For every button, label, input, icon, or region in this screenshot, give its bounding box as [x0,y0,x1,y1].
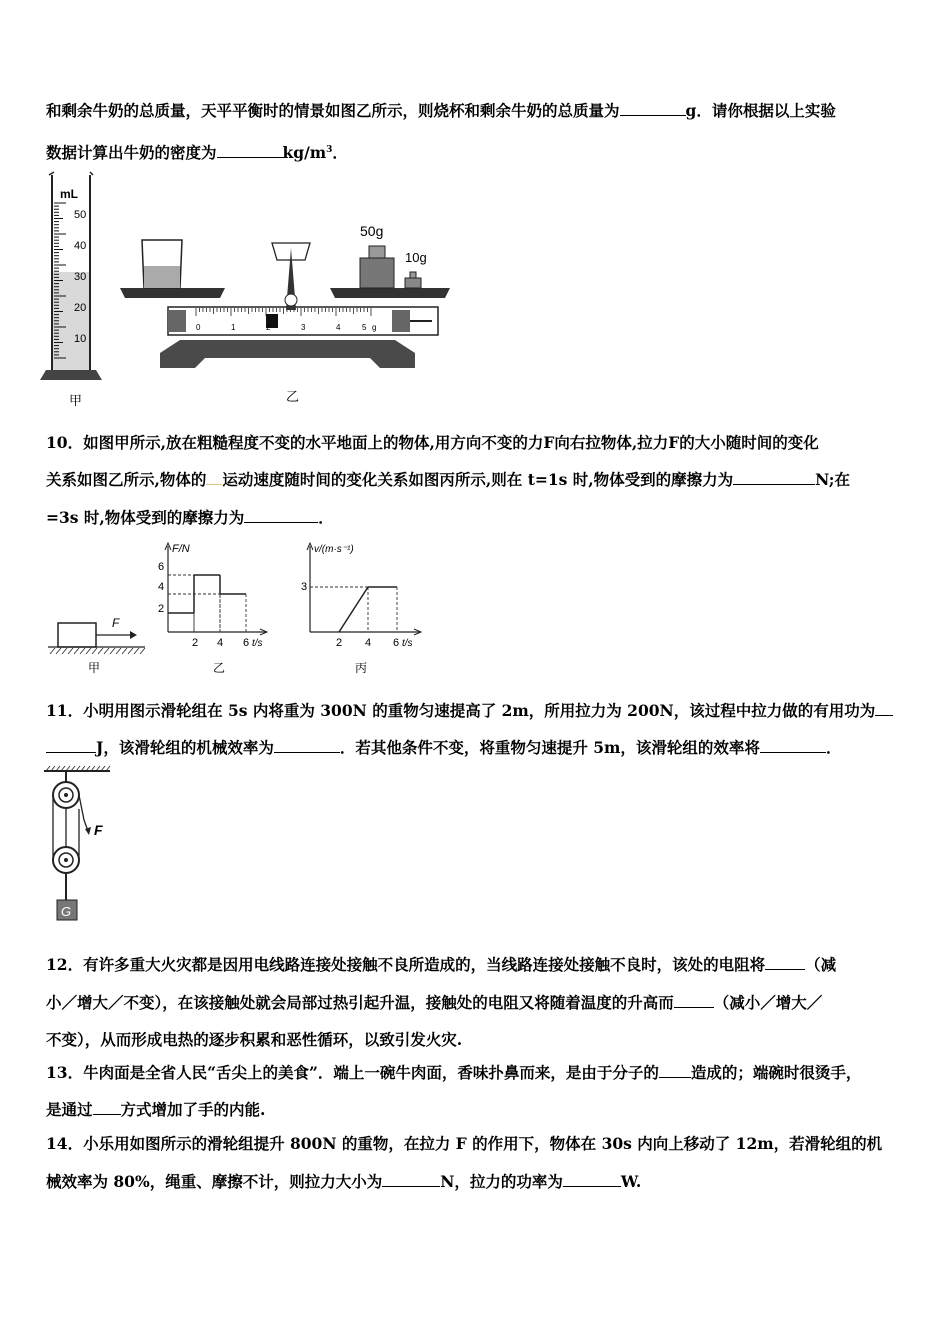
cylinder-unit-label: mL [60,187,78,201]
q10-line-2 [46,470,850,490]
yi-x-tick: 2 [192,637,199,649]
ground-hatch [110,648,115,654]
q12-text-b: （减 [805,955,837,974]
block [58,623,96,647]
fixed-pulley-axle [64,793,68,797]
q12-line-3: 不变），从而形成电热的逐步积累和恶性循环，以致引发火灾. [46,1030,463,1049]
weight-10g-knob [410,272,416,278]
answer-blank-efficiency-change[interactable] [760,738,826,753]
ground-hatch [92,648,97,654]
intro-line-1 [46,101,836,121]
answer-blank-friction-1s[interactable] [733,470,815,485]
ruler-label: 4 [336,323,341,332]
q10-text-end: ． [318,508,334,527]
weight-10g [405,278,421,288]
balance-pivot [285,294,297,306]
block-on-ground [48,616,145,654]
ground-hatch [98,648,103,654]
q11-text-a: 11．小明用图示滑轮组在 5s 内将重为 300N 的重物匀速提高了 2m，所用拉力为 200N，该过程中拉力做的有用功为 [46,701,876,720]
yi-y-tick: 4 [158,581,165,593]
q10-line-3 [46,508,334,528]
caption-yi-fig10: 乙 [213,661,226,675]
faded-mark [206,472,222,485]
q12-line-1 [46,955,836,975]
ground-hatch [116,648,121,654]
ground-hatch [140,648,145,654]
ruler-label: 0 [196,323,201,332]
ground-hatch [128,648,133,654]
yi-x-label: t/s [252,638,263,649]
q14-text-c: W. [620,1172,642,1191]
answer-blank-friction-3s[interactable] [244,508,318,523]
chart-force-time [158,543,267,649]
cylinder-tick-label: 20 [74,302,87,314]
ground-hatch [62,648,67,654]
force-arrowhead-q11 [85,827,91,835]
q12-text-a: 12．有许多重大火灾都是因用电线路连接处接触不良所造成的，当线路连接处接触不良时，该处的电阻将 [46,955,766,974]
chart-velocity-time [301,543,421,649]
q13-text-d: 方式增加了手的内能. [120,1100,266,1119]
answer-blank-molecule[interactable] [659,1063,691,1078]
figure-cylinder-and-balance [40,170,450,405]
bing-series-segment [339,587,368,632]
force-label-q11: F [94,822,103,838]
q14-line-2 [46,1172,641,1192]
ground-hatch [104,648,109,654]
ground-hatch [122,648,127,654]
q11-text-c: ．若其他条件不变，将重物匀速提升 5m，该滑轮组的效率将 [339,738,760,757]
q10-text-d: =3s 时,物体受到的摩擦力为 [46,508,245,527]
beaker-milk [144,266,180,288]
yi-y-label: F/N [172,543,190,555]
q10-text-b: 运动速度随时间的变化关系如图丙所示,则在 t=1s 时,物体受到的摩擦力为 [222,470,734,489]
caption-bing-fig10: 丙 [355,661,368,675]
caption-jia-fig9: 甲 [69,394,83,409]
q10-text-c: N;在 [815,470,850,489]
right-pan [330,288,450,298]
movable-pulley-axle [64,858,68,862]
ruler-label: g [372,323,377,332]
intro-text-c: 数据计算出牛奶的密度为 [46,143,217,163]
q12-text-c: 小／增大／不变），在该接触处就会局部过热引起升温，接触处的电阻又将随着温度的升高而 [46,993,674,1012]
intro-text-end: ． [332,143,348,163]
cylinder-tick-label: 50 [74,209,87,221]
ruler-label: 1 [231,323,236,332]
q13-line-2 [46,1100,265,1120]
yi-y-tick: 2 [158,603,165,615]
q13-text-b: 造成的；端碗时很烫手， [690,1063,862,1082]
ground-hatch [74,648,79,654]
answer-blank-pull-force[interactable] [382,1172,440,1187]
q10-text-a: 关系如图乙所示,物体的 [46,470,207,489]
figure-pulley-q11 [40,765,120,925]
left-pan [120,288,225,298]
balance-scale [120,223,450,368]
q11-text-b: J，该滑轮组的机械效率为 [96,738,274,757]
answer-blank-useful-work[interactable] [46,738,96,753]
cylinder-tick-label: 40 [74,240,87,252]
bing-x-tick: 4 [365,637,372,649]
q14-line-1: 14．小乐用如图所示的滑轮组提升 800N 的重物，在拉力 F 的作用下，物体在 30s 内向上移动了 12m，若滑轮组的机 [46,1134,883,1153]
bing-y-label: v/(m·s⁻¹) [314,544,354,555]
density-unit-exponent: 3 [326,145,333,155]
yi-x-tick: 4 [217,637,224,649]
weight-label: G [61,904,72,919]
figure-q10 [40,538,440,683]
ruler-label: 3 [301,323,306,332]
intro-line-2 [46,140,348,163]
force-label: F [112,616,120,630]
right-nut [392,310,410,332]
answer-blank-useful-work-start[interactable] [875,701,893,716]
cylinder-base [40,370,102,380]
bing-y-tick: 3 [301,581,308,593]
caption-yi-fig9: 乙 [286,390,300,405]
bing-x-tick: 6 [393,637,400,649]
q13-text-a: 13．牛肉面是全省人民“舌尖上的美食”．端上一碗牛肉面，香味扑鼻而来，是由于分子的 [46,1063,659,1082]
q14-text-a: 械效率为 80%，绳重、摩擦不计，则拉力大小为 [46,1172,383,1191]
cylinder-tick-label: 10 [74,333,87,345]
ground-hatch [56,648,61,654]
yi-x-tick: 6 [243,637,250,649]
bing-x-tick: 2 [336,637,343,649]
q13-line-1 [46,1063,861,1083]
q13-text-c: 是通过 [46,1100,93,1119]
weight-50g-knob [369,246,385,258]
yi-y-tick: 6 [158,561,165,573]
answer-blank-mass[interactable] [620,101,686,116]
q11-line-1 [46,701,893,721]
answer-blank-efficiency[interactable] [274,738,340,753]
q10-line-1: 10．如图甲所示,放在粗糙程度不变的水平地面上的物体,用方向不变的力F向右拉物体,拉力F的大小随时间的变化 [46,433,819,452]
answer-blank-power[interactable] [563,1172,621,1187]
caption-jia-fig10: 甲 [88,661,101,675]
cylinder-tick-label: 30 [74,271,87,283]
q14-text-b: N，拉力的功率为 [440,1172,563,1191]
bing-x-label: t/s [402,638,413,649]
answer-blank-resistance-temp[interactable] [674,993,714,1008]
ruler-label: 5 [362,323,367,332]
answer-blank-resistance[interactable] [765,955,805,970]
ground-hatch [86,648,91,654]
answer-blank-density[interactable] [217,143,283,158]
graduated-cylinder [40,172,102,380]
ground-hatch [80,648,85,654]
ground-hatch [134,648,139,654]
intro-text-b: g．请你根据以上实验 [685,101,836,120]
ground-hatch [50,648,55,654]
q11-line-2 [46,738,841,758]
intro-text-a: 和剩余牛奶的总质量，天平平衡时的情景如图乙所示，则烧杯和剩余牛奶的总质量为 [46,101,620,120]
balance-base [160,340,415,368]
answer-blank-heat-method[interactable] [93,1100,121,1115]
ruler-label: 2 [266,323,271,332]
left-nut [168,310,186,332]
weight-50g [360,258,394,288]
density-unit: kg/m [282,143,327,163]
ground-hatch [68,648,73,654]
q12-line-2 [46,993,822,1013]
q12-text-d: （减小／增大／ [713,993,823,1012]
weight-50g-label: 50g [360,223,384,239]
q11-text-end: ． [825,738,842,757]
force-arrowhead [130,631,137,639]
weight-10g-label: 10g [405,250,427,265]
